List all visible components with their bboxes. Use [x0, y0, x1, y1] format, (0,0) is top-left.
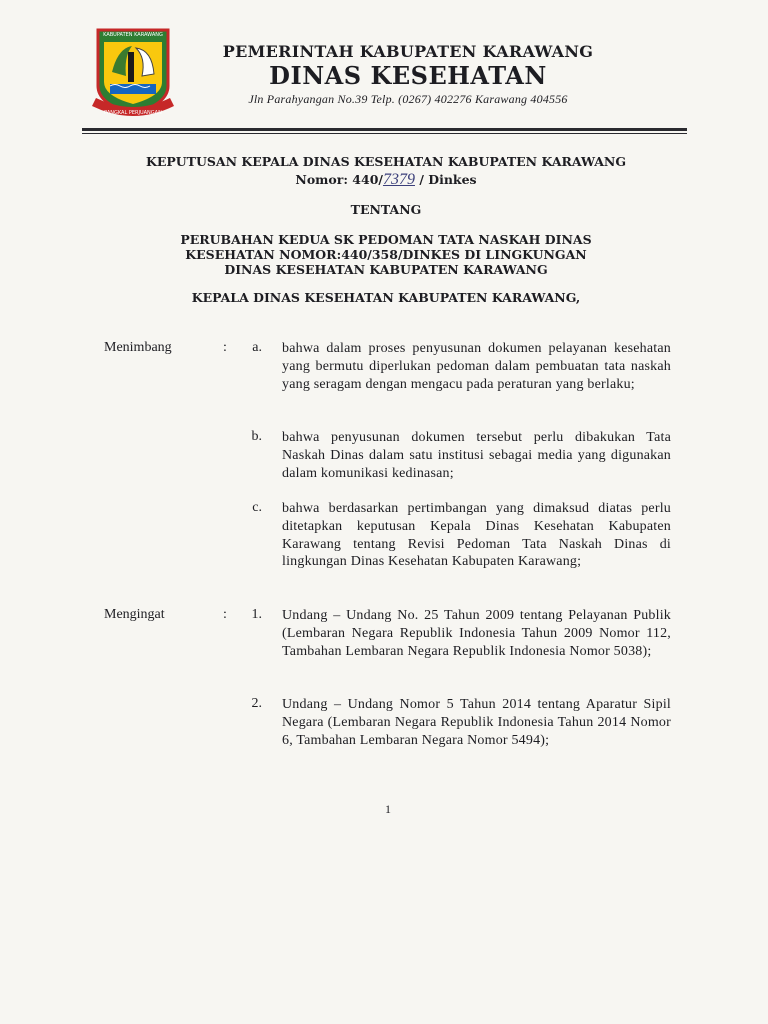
page-number: 1: [385, 802, 391, 816]
menimbang-item-b: bahwa penyusunan dokumen tersebut perlu dibakukan Tata Naskah Dinas dalam satu institusi sebagai media yang digunakan dalam komunikasi kedinasan;: [282, 430, 671, 481]
list-marker: a.: [252, 340, 262, 355]
list-marker: 1.: [251, 607, 262, 622]
menimbang-colon: :: [223, 340, 227, 355]
decree-number-suffix: / Dinkes: [414, 172, 477, 187]
list-marker: b.: [251, 429, 262, 444]
menimbang-item-a: bahwa dalam proses penyusunan dokumen pelayanan kesehatan yang bermutu diperlukan pedoman dalam pembuatan tata naskah yang seragam dengan mengacu pada peraturan yang berlaku;: [282, 341, 671, 392]
department-name: DINAS KESEHATAN: [269, 61, 547, 90]
subject-line: PERUBAHAN KEDUA SK PEDOMAN TATA NASKAH DINAS: [180, 232, 592, 247]
mengingat-colon: :: [223, 607, 227, 622]
government-name: PEMERINTAH KABUPATEN KARAWANG: [222, 42, 594, 61]
about-heading: TENTANG: [350, 202, 422, 217]
logo-top-text: KABUPATEN KARAWANG: [103, 32, 163, 38]
mengingat-label: Mengingat: [104, 607, 165, 622]
menimbang-label: Menimbang: [104, 340, 172, 355]
mengingat-item-1: Undang – Undang No. 25 Tahun 2009 tentang Pelayanan Publik (Lembaran Negara Republik Indonesia Tahun 2009 Nomor 112, Tambahan Lembaran Negara Republik Indonesia Nomor 5038);: [282, 608, 671, 659]
decree-number-prefix: Nomor: 440/: [295, 172, 383, 187]
letterhead: [188, 42, 628, 107]
logo-bottom-text: PANGKAL PERJUANGAN: [104, 110, 162, 116]
decree-subject: [80, 232, 692, 277]
list-marker: c.: [252, 500, 262, 515]
subject-line: DINAS KESEHATAN KABUPATEN KARAWANG: [224, 262, 548, 277]
menimbang-item-c: bahwa berdasarkan pertimbangan yang dimaksud diatas perlu ditetapkan keputusan Kepala Dinas Kesehatan Kabupaten Karawang tentang Revisi Pedoman Tata Naskah Dinas di lingkungan Dinas Kesehatan Kabupaten Karawang;: [282, 501, 671, 570]
regency-emblem-logo: [88, 26, 178, 122]
office-address: Jln Parahyangan No.39 Telp. (0267) 402276 Karawang 404556: [248, 92, 568, 106]
letterhead-rule-thick: [82, 128, 687, 131]
letterhead-rule-thin: [82, 133, 687, 134]
list-marker: 2.: [251, 696, 262, 711]
issuing-authority: KEPALA DINAS KESEHATAN KABUPATEN KARAWANG,: [191, 290, 581, 305]
handwritten-number: 7379: [382, 171, 415, 188]
decree-number: [80, 171, 692, 189]
subject-line: KESEHATAN NOMOR:440/358/DINKES DI LINGKUNGAN: [185, 247, 587, 262]
decree-title: KEPUTUSAN KEPALA DINAS KESEHATAN KABUPATEN KARAWANG: [145, 154, 627, 169]
mengingat-item-2: Undang – Undang Nomor 5 Tahun 2014 tentang Aparatur Sipil Negara (Lembaran Negara Republik Indonesia Tahun 2014 Nomor 6, Tambahan Lembaran Negara Nomor 5494);: [282, 697, 671, 748]
